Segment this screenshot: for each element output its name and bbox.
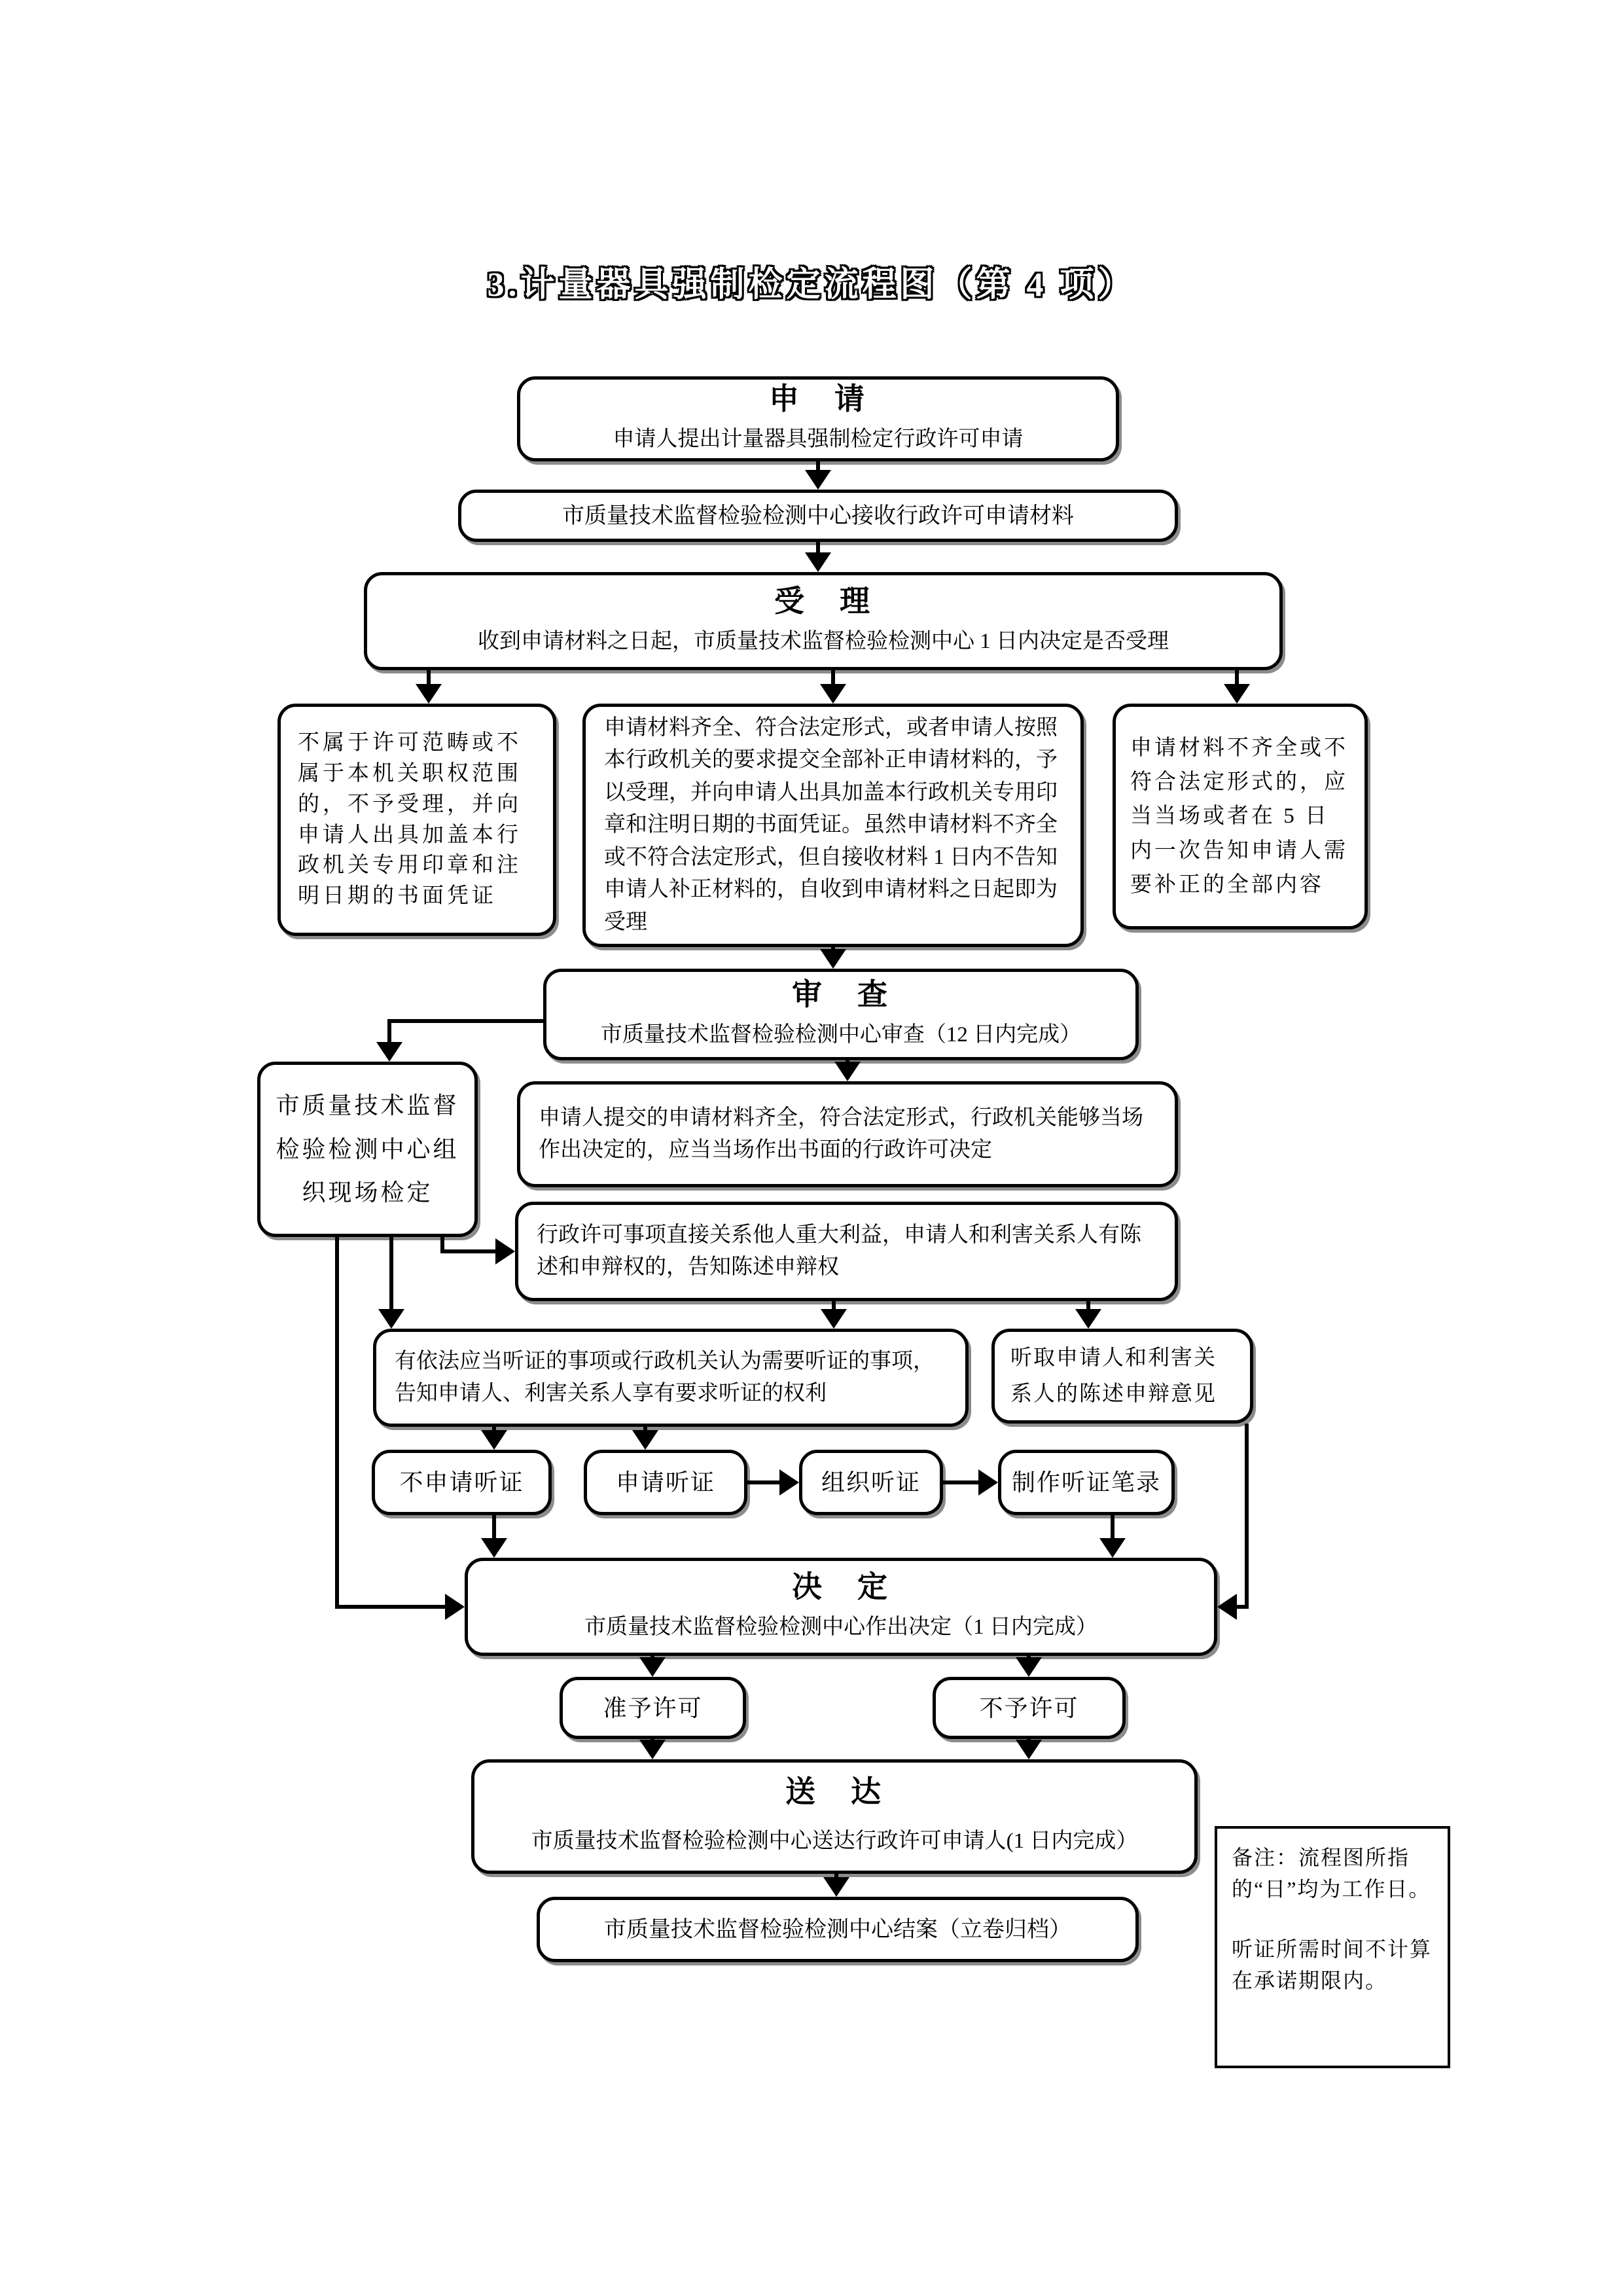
connector-decision-grant-arrowhead — [639, 1657, 666, 1677]
grant-permit-text: 准予许可 — [603, 1695, 703, 1721]
flow-node-onspot-decision — [517, 1081, 1178, 1187]
connector-review-onspot-arrowhead — [834, 1062, 861, 1081]
connector-apply-organize-arrowhead — [779, 1469, 799, 1496]
flow-node-grant-permit — [560, 1677, 746, 1739]
connector-decision-deny-arrowhead — [1016, 1657, 1042, 1677]
connector-onsite-decision-vline — [335, 1237, 339, 1609]
connector-inform-listen-arrowhead — [1075, 1309, 1101, 1329]
delivery-heading: 送 达 — [785, 1775, 883, 1809]
acceptance-text: 收到申请材料之日起，市质量技术监督检验检测中心 1 日内决定是否受理 — [478, 629, 1169, 653]
apply-heading: 申 请 — [769, 382, 867, 416]
decision-text: 市质量技术监督检验检测中心作出决定（1 日内完成） — [584, 1615, 1097, 1639]
connector-grant-deliver-arrowhead — [639, 1740, 666, 1759]
flow-node-onsite-verification — [257, 1062, 478, 1237]
connector-onsite-hearingnotice-line — [389, 1237, 393, 1310]
connector-accept-reject-line — [427, 670, 431, 685]
inform-statement-rights-text: 行政许可事项直接关系他人重大利益，申请人和利害关系人有陈述和申辩权的，告知陈述申辩权 — [537, 1223, 1141, 1279]
organize-hearing-text: 组织听证 — [821, 1469, 921, 1496]
connector-accept-reject-arrowhead — [416, 684, 442, 704]
connector-review-onsite-vline — [387, 1019, 391, 1043]
connector-review-onsite-arrowhead — [376, 1042, 402, 1062]
connector-deny-deliver-arrowhead — [1016, 1740, 1042, 1759]
supplement-notice-text: 申请材料不齐全或不符合法定形式的，应当当场或者在 5 日内一次告知申请人需要补正的全部内容 — [1130, 736, 1348, 897]
connector-listen-decision-arrowhead — [1217, 1594, 1237, 1620]
decision-heading: 决 定 — [792, 1570, 890, 1604]
case-closing-text: 市质量技术监督检验检测中心结案（立卷归档） — [604, 1917, 1071, 1942]
flow-node-hearing-rights-notice — [373, 1329, 969, 1427]
connector-review-onsite-hline — [387, 1019, 543, 1023]
flow-node-review — [543, 969, 1139, 1060]
connector-organize-record-line — [943, 1480, 980, 1484]
page-title: 3.计量器具强制检定流程图（第 4 项） — [487, 266, 1136, 304]
hearing-rights-notice-text: 有依法应当听证的事项或行政机关认为需要听证的事项，告知申请人、利害关系人享有要求听证的权利 — [395, 1349, 935, 1405]
connector-organize-record-arrowhead — [978, 1469, 998, 1496]
flow-node-listen-opinions — [991, 1329, 1253, 1424]
no-hearing-text: 不申请听证 — [399, 1469, 524, 1496]
apply-text: 申请人提出计量器具强制检定行政许可申请 — [613, 427, 1024, 451]
flow-node-deny-permit — [933, 1677, 1126, 1739]
deny-permit-text: 不予许可 — [979, 1695, 1079, 1721]
hearing-record-text: 制作听证笔录 — [1011, 1469, 1161, 1496]
connector-nohearing-decision-line — [492, 1515, 496, 1540]
connector-onsite-inform-hline — [440, 1249, 497, 1253]
remarks-line-2: 听证所需时间不计算在承诺期限内。 — [1232, 1937, 1433, 1992]
connector-deliver-close-arrowhead — [823, 1877, 849, 1897]
flow-node-delivery — [471, 1759, 1198, 1874]
acceptance-heading: 受 理 — [774, 584, 872, 618]
connector-notice-applyhearing-arrowhead — [632, 1430, 658, 1450]
flow-node-receive-materials — [458, 490, 1178, 542]
flow-node-hearing-record — [998, 1450, 1175, 1515]
flow-node-case-closing — [537, 1897, 1139, 1962]
connector-accept-mid-line — [831, 670, 835, 685]
connector-nohearing-decision-arrowhead — [481, 1538, 507, 1558]
connector-notice-nohearing-arrowhead — [481, 1430, 507, 1450]
delivery-text: 市质量技术监督检验检测中心送达行政许可申请人(1 日内完成） — [531, 1829, 1138, 1854]
connector-mid-review-arrowhead — [820, 949, 846, 969]
connector-onsite-decision-hline — [335, 1605, 446, 1609]
connector-listen-decision-hline — [1237, 1605, 1249, 1609]
flow-node-supplement-notice — [1113, 704, 1368, 929]
flow-node-apply-hearing — [584, 1450, 747, 1515]
apply-hearing-text: 申请听证 — [615, 1469, 715, 1496]
flow-node-inform-statement-rights — [515, 1202, 1178, 1301]
listen-opinions-text: 听取申请人和利害关系人的陈述申辩意见 — [1010, 1346, 1217, 1406]
receive-text: 市质量技术监督检验检测中心接收行政许可申请材料 — [562, 503, 1074, 528]
flow-node-not-accepted — [277, 704, 556, 936]
onspot-decision-text: 申请人提交的申请材料齐全，符合法定形式，行政机关能够当场作出决定的，应当当场作出书面的行政许可决定 — [539, 1105, 1143, 1162]
connector-record-decision-arrowhead — [1099, 1538, 1126, 1558]
connector-receive-accept-arrowhead — [805, 552, 831, 572]
accepted-conditions-text: 申请材料齐全、符合法定形式，或者申请人按照本行政机关的要求提交全部补正申请材料的，予以受理，并向申请人出具加盖本行政机关专用印章和注明日期的书面凭证。虽然申请材料不齐全或不符合法定形式，但自接收材料 1 日内不告知申请人补正材料的，自收到申请材料之日起即为受理 — [604, 715, 1058, 934]
connector-onsite-hearingnotice-arrowhead — [378, 1309, 404, 1329]
flow-node-accepted-conditions — [582, 704, 1084, 947]
onsite-verification-text: 市质量技术监督检验检测中心组织现场检定 — [276, 1092, 459, 1206]
not-accepted-text: 不属于许可范畴或不属于本机关职权范围的，不予受理，并向申请人出具加盖本行政机关专用印章和注明日期的书面凭证 — [298, 730, 522, 908]
connector-onsite-inform-arrowhead — [495, 1238, 515, 1265]
connector-onsite-decision-arrowhead — [445, 1594, 465, 1620]
review-heading: 审 查 — [792, 977, 890, 1011]
connector-inform-hearingnotice-arrowhead — [821, 1309, 847, 1329]
connector-listen-decision-vline — [1245, 1424, 1249, 1609]
connector-record-decision-line — [1111, 1515, 1115, 1540]
remarks-box — [1215, 1826, 1450, 2068]
connector-accept-supplement-line — [1235, 670, 1239, 685]
connector-apply-receive-arrowhead — [805, 470, 831, 490]
flow-node-organize-hearing — [799, 1450, 943, 1515]
connector-accept-supplement-arrowhead — [1224, 684, 1250, 704]
review-text: 市质量技术监督检验检测中心审查（12 日内完成） — [600, 1022, 1082, 1047]
connector-accept-mid-arrowhead — [820, 684, 846, 704]
connector-apply-organize-line — [747, 1480, 781, 1484]
flow-node-acceptance — [364, 572, 1283, 670]
flow-node-apply — [517, 376, 1119, 461]
flow-node-no-hearing — [372, 1450, 552, 1515]
remarks-line-1: 备注：流程图所指的“日”均为工作日。 — [1232, 1846, 1431, 1901]
flow-node-decision — [465, 1558, 1217, 1656]
